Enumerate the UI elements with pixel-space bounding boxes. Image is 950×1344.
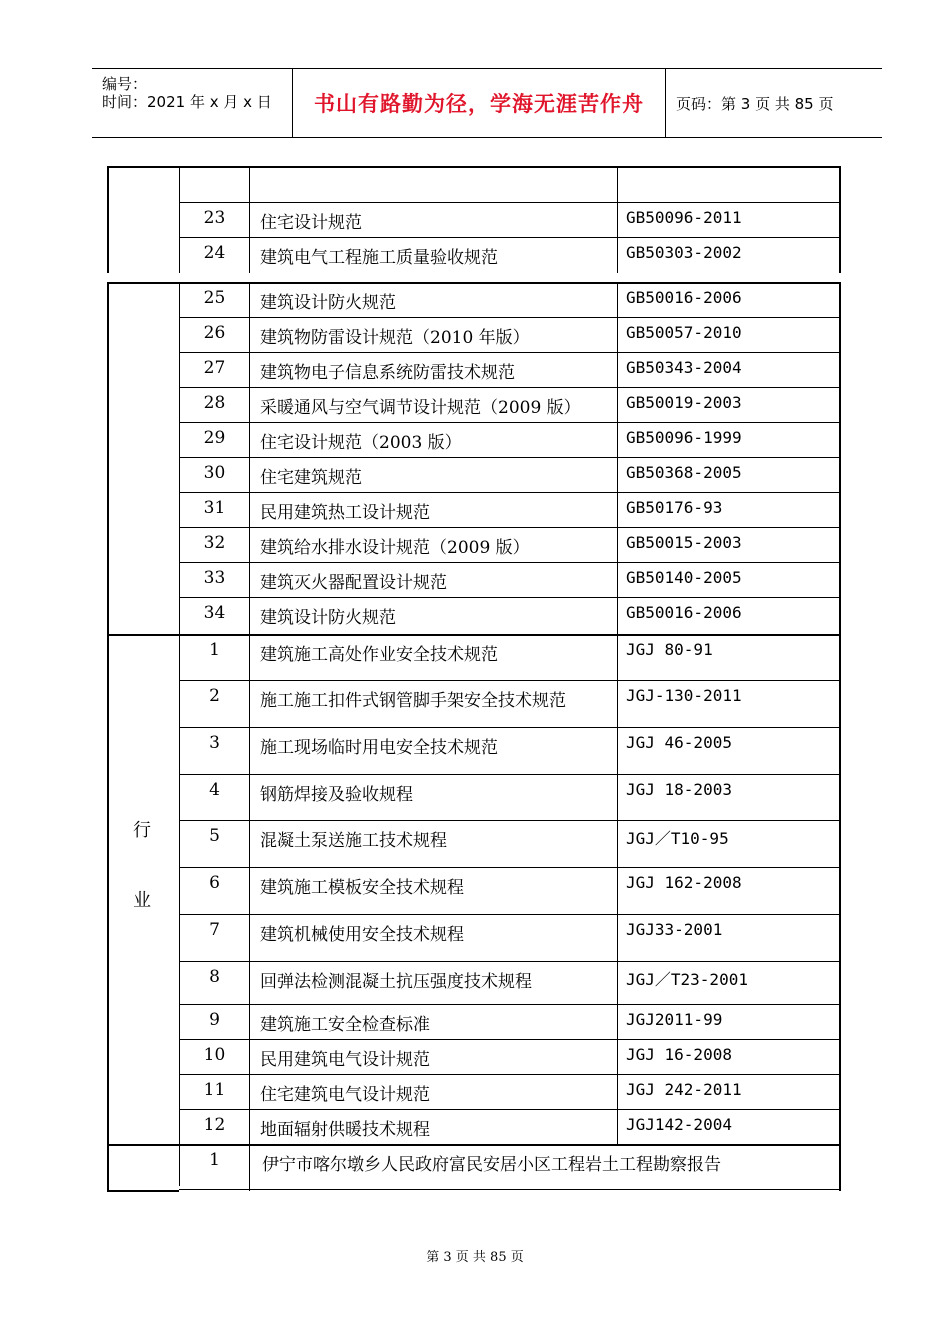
- category-cell: [107, 727, 179, 774]
- row-number: 31: [179, 492, 249, 527]
- standard-code: JGJ／T23-2001: [617, 961, 841, 1004]
- standard-code: JGJ2011-99: [617, 1004, 841, 1039]
- standard-name: 建筑设计防火规范: [249, 282, 617, 317]
- standard-code: JGJ 46-2005: [617, 727, 841, 774]
- table-row: [107, 562, 841, 597]
- standard-name: 钢筋焊接及验收规程: [249, 774, 617, 820]
- table-row: [107, 774, 841, 820]
- row-number: 30: [179, 457, 249, 492]
- row-number: 32: [179, 527, 249, 562]
- table-rule: [179, 457, 841, 458]
- category-label-ye: 业: [133, 890, 151, 911]
- table-row: [107, 457, 841, 492]
- standard-code: GB50140-2005: [617, 562, 841, 597]
- header-motto-cell: [293, 69, 666, 137]
- category-cell: [107, 562, 179, 597]
- table-rule: [179, 387, 841, 388]
- standard-name: 建筑机械使用安全技术规程: [249, 914, 617, 961]
- table-rule: [179, 914, 841, 915]
- row-number: 1: [179, 1144, 249, 1186]
- category-cell: [107, 867, 179, 914]
- table-row: [107, 492, 841, 527]
- standard-name: 建筑物防雷设计规范（2010 年版）: [249, 317, 617, 352]
- category-cell: [107, 1144, 179, 1191]
- table-row: [107, 317, 841, 352]
- header-meta: [92, 69, 293, 137]
- standard-name: 建筑设计防火规范: [249, 597, 617, 634]
- standard-name: 民用建筑电气设计规范: [249, 1039, 617, 1074]
- category-cell: [107, 634, 179, 680]
- standard-code: GB50096-1999: [617, 422, 841, 457]
- category-cell: [107, 1004, 179, 1039]
- category-cell: [107, 1074, 179, 1109]
- category-cell: [107, 317, 179, 352]
- table-rule: [179, 727, 841, 728]
- standard-name: 地面辐射供暖技术规程: [249, 1109, 617, 1144]
- header-motto: 书山有路勤为径，学海无涯苦作舟: [314, 92, 644, 116]
- table-rule: [179, 527, 841, 528]
- table-row: [107, 727, 841, 774]
- standard-code: JGJ 18-2003: [617, 774, 841, 820]
- standard-code: GB50016-2006: [617, 597, 841, 634]
- standard-code: JGJ 16-2008: [617, 1039, 841, 1074]
- category-cell: [107, 1039, 179, 1074]
- table-row: [107, 1039, 841, 1074]
- row-number: 29: [179, 422, 249, 457]
- table-row: [107, 422, 841, 457]
- row-number: 26: [179, 317, 249, 352]
- standard-code: JGJ 242-2011: [617, 1074, 841, 1109]
- table-row: [107, 202, 841, 237]
- table-rule: [179, 352, 841, 353]
- standard-name: 建筑物电子信息系统防雷技术规范: [249, 352, 617, 387]
- table-rule: [179, 562, 841, 563]
- table-row: [107, 282, 841, 317]
- standard-name: 建筑电气工程施工质量验收规范: [249, 237, 617, 273]
- standard-code: [617, 166, 841, 202]
- row-number: 25: [179, 282, 249, 317]
- standard-name: 施工施工扣件式钢管脚手架安全技术规范: [249, 680, 617, 727]
- table-rule: [179, 680, 841, 681]
- category-cell: [107, 282, 179, 317]
- row-number: 5: [179, 820, 249, 867]
- category-cell: [107, 961, 179, 1004]
- table-rule: [179, 961, 841, 962]
- standard-code: JGJ 80-91: [617, 634, 841, 680]
- header-code-label: 编号：: [102, 75, 148, 93]
- row-number: 24: [179, 237, 249, 273]
- table-rule: [179, 422, 841, 423]
- row-number: 27: [179, 352, 249, 387]
- header-page-info: 页码：第 3 页 共 85 页: [676, 94, 834, 113]
- table-rule: [179, 1074, 841, 1075]
- standard-code: JGJ142-2004: [617, 1109, 841, 1144]
- standard-name: 回弹法检测混凝土抗压强度技术规程: [249, 961, 617, 1004]
- category-cell: [107, 774, 179, 820]
- table-row: [107, 680, 841, 727]
- category-cell: [107, 166, 179, 202]
- standard-code: JGJ33-2001: [617, 914, 841, 961]
- standard-code: GB50016-2006: [617, 282, 841, 317]
- table-row: [107, 1004, 841, 1039]
- table-rule: [179, 774, 841, 775]
- standard-name: 混凝土泵送施工技术规程: [249, 820, 617, 867]
- standard-code: GB50368-2005: [617, 457, 841, 492]
- standard-code: JGJ／T10-95: [617, 820, 841, 867]
- standard-name: 建筑给水排水设计规范（2009 版）: [249, 527, 617, 562]
- table-rule: [179, 237, 841, 238]
- table-row: [107, 914, 841, 961]
- table-rule: [179, 1039, 841, 1040]
- row-number: 7: [179, 914, 249, 961]
- row-number: [179, 166, 249, 202]
- standard-name: 民用建筑热工设计规范: [249, 492, 617, 527]
- standard-code: JGJ-130-2011: [617, 680, 841, 727]
- standard-name: 住宅建筑电气设计规范: [249, 1074, 617, 1109]
- row-number: 33: [179, 562, 249, 597]
- row-number: 3: [179, 727, 249, 774]
- standard-name: 建筑灭火器配置设计规范: [249, 562, 617, 597]
- table-rule: [179, 867, 841, 868]
- standard-code: GB50303-2002: [617, 237, 841, 273]
- row-number: 11: [179, 1074, 249, 1109]
- standard-name: 建筑施工高处作业安全技术规范: [249, 634, 617, 680]
- table-rule: [107, 1144, 841, 1146]
- table-row: [107, 597, 841, 634]
- table-row: [107, 634, 841, 680]
- standard-code: JGJ 162-2008: [617, 867, 841, 914]
- category-cell: [107, 820, 179, 867]
- table-rule: [179, 820, 841, 821]
- table-row: [107, 1109, 841, 1144]
- standard-name: [249, 166, 617, 202]
- row-number: 9: [179, 1004, 249, 1039]
- page-header: [92, 68, 882, 138]
- category-cell: [107, 352, 179, 387]
- standard-name: 建筑施工安全检查标准: [249, 1004, 617, 1039]
- standard-code: GB50015-2003: [617, 527, 841, 562]
- table-rule: [179, 317, 841, 318]
- category-label-hang: 行: [133, 820, 151, 841]
- table-row: [107, 237, 841, 273]
- table-rule: [107, 282, 841, 284]
- row-number: 6: [179, 867, 249, 914]
- standard-name: 建筑施工模板安全技术规程: [249, 867, 617, 914]
- standard-name: 采暖通风与空气调节设计规范（2009 版）: [249, 387, 617, 422]
- standard-code: GB50096-2011: [617, 202, 841, 237]
- standard-code: GB50343-2004: [617, 352, 841, 387]
- standard-code: GB50019-2003: [617, 387, 841, 422]
- table-row: [107, 1074, 841, 1109]
- category-cell: [107, 492, 179, 527]
- table-row-last: [107, 1144, 841, 1191]
- table-row: [107, 352, 841, 387]
- header-time-label: 时间：2021 年 x 月 x 日: [102, 93, 272, 111]
- standard-name: 住宅设计规范（2003 版）: [249, 422, 617, 457]
- table-rule: [107, 634, 841, 636]
- table-row: [107, 961, 841, 1004]
- row-number: 12: [179, 1109, 249, 1144]
- row-number: 4: [179, 774, 249, 820]
- report-title: 伊宁市喀尔墩乡人民政府富民安居小区工程岩土工程勘察报告: [249, 1144, 841, 1191]
- category-cell: [107, 387, 179, 422]
- row-number: 28: [179, 387, 249, 422]
- table-rule: [179, 1109, 841, 1110]
- table-rule: [179, 202, 841, 203]
- table-row: [107, 820, 841, 867]
- row-number: 1: [179, 634, 249, 680]
- row-number: 2: [179, 680, 249, 727]
- table-row: [107, 867, 841, 914]
- table-row: [107, 166, 841, 202]
- table-rule: [179, 597, 841, 598]
- category-cell: [107, 457, 179, 492]
- category-cell: [107, 422, 179, 457]
- row-number: 8: [179, 961, 249, 1004]
- header-page-cell: [666, 69, 882, 137]
- standard-name: 施工现场临时用电安全技术规范: [249, 727, 617, 774]
- table-row: [107, 387, 841, 422]
- standard-name: 住宅设计规范: [249, 202, 617, 237]
- table-rule: [179, 1189, 841, 1190]
- category-cell: [107, 597, 179, 634]
- row-number: 10: [179, 1039, 249, 1074]
- row-number: 23: [179, 202, 249, 237]
- category-cell: [107, 1109, 179, 1144]
- row-number: 34: [179, 597, 249, 634]
- table-rule: [179, 492, 841, 493]
- category-cell: [107, 237, 179, 273]
- category-cell: [107, 202, 179, 237]
- standard-code: GB50176-93: [617, 492, 841, 527]
- category-cell: [107, 680, 179, 727]
- table-rule: [107, 166, 841, 168]
- category-cell: [107, 914, 179, 961]
- standard-code: GB50057-2010: [617, 317, 841, 352]
- category-cell: [107, 527, 179, 562]
- table-rule: [179, 1004, 841, 1005]
- standard-name: 住宅建筑规范: [249, 457, 617, 492]
- table-rule: [107, 1190, 179, 1192]
- page-footer: 第 3 页 共 85 页: [426, 1250, 524, 1265]
- table-row: [107, 527, 841, 562]
